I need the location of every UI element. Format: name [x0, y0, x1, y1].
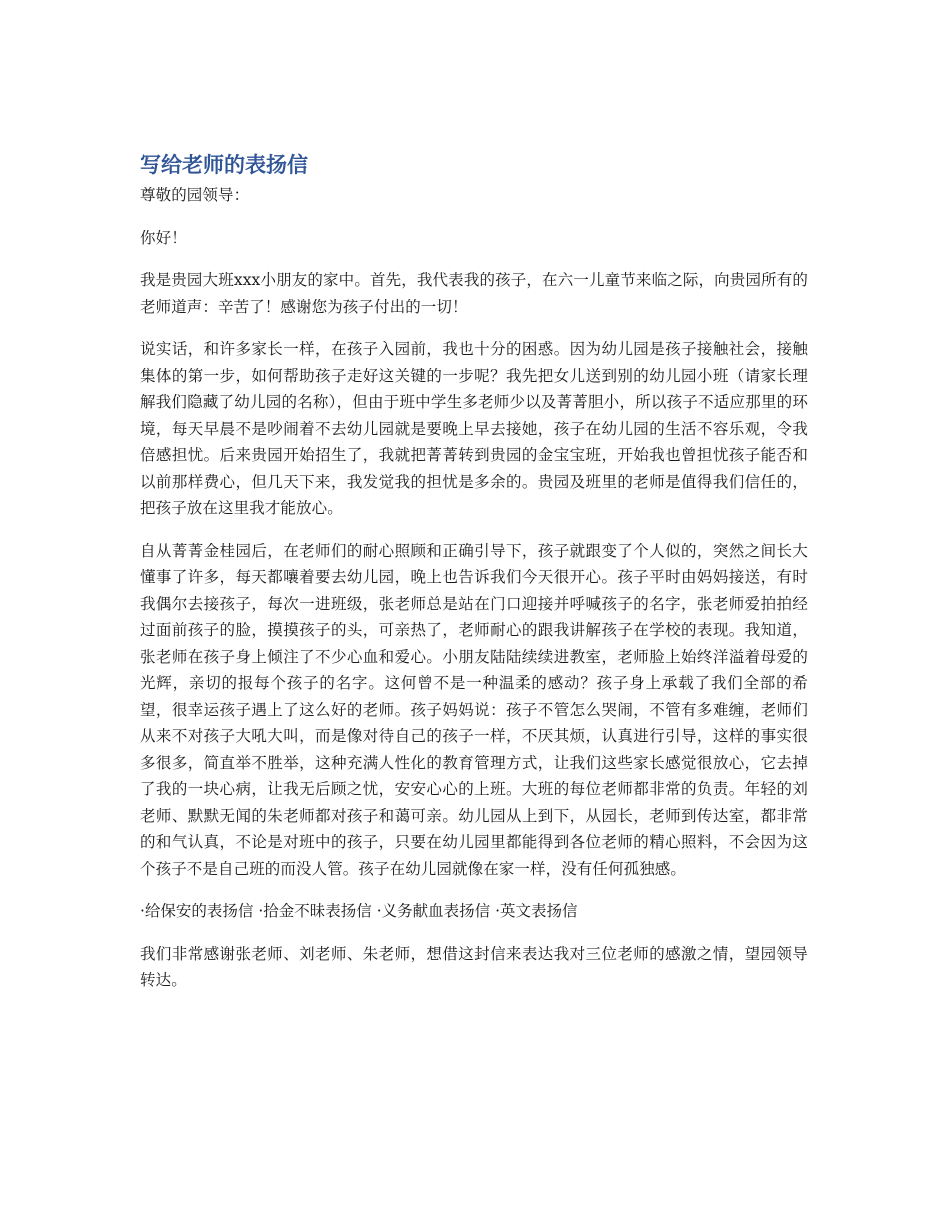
- document-title: 写给老师的表扬信: [140, 153, 308, 177]
- body-paragraph-1: 我是贵园大班xxx小朋友的家中。首先，我代表我的孩子，在六一儿童节来临之际，向贵园所有的老师道声：辛苦了！感谢您为孩子付出的一切！: [140, 271, 808, 316]
- related-links: [140, 898, 808, 925]
- closing-paragraph: 我们非常感谢张老师、刘老师、朱老师，想借这封信来表达我对三位老师的感激之情，望园领导转达。: [140, 944, 808, 989]
- body-paragraph-2: 说实话，和许多家长一样，在孩子入园前，我也十分的困惑。因为幼儿园是孩子接触社会，接触集体的第一步，如何帮助孩子走好这关键的一步呢？我先把女儿送到别的幼儿园小班（请家长理解我们隐藏了幼儿园的名称），但由于班中学生多老师少以及菁菁胆小，所以孩子不适应那里的环境，每天早晨不是吵闹着不去幼儿园就是要晚上早去接她，孩子在幼儿园的生活不容乐观，令我倍感担忧。后来贵园开始招生了，我就把菁菁转到贵园的金宝宝班，开始我也曾担忧孩子能否和以前那样费心，但几天下来，我发觉我的担忧是多余的。贵园及班里的老师是值得我们信任的，把孩子放在这里我才能放心。: [140, 340, 808, 517]
- related-link-english[interactable]: ·英文表扬信: [495, 902, 578, 920]
- related-link-security-guard[interactable]: ·给保安的表扬信: [140, 902, 254, 920]
- related-link-blood-donation[interactable]: ·义务献血表扬信: [376, 902, 491, 920]
- document-page: [140, 148, 808, 1010]
- related-link-honesty[interactable]: ·拾金不昧表扬信: [258, 902, 372, 920]
- body-paragraph-3: 自从菁菁金桂园后，在老师们的耐心照顾和正确引导下，孩子就跟变了个人似的，突然之间长大懂事了许多，每天都嚷着要去幼儿园，晚上也告诉我们今天很开心。孩子平时由妈妈接送，有时我偶尔去接孩子，每次一进班级，张老师总是站在门口迎接并呼喊孩子的名字，张老师爱拍拍经过面前孩子的脸，摸摸孩子的头，可亲热了，老师耐心的跟我讲解孩子在学校的表现。我知道，张老师在孩子身上倾注了不少心血和爱心。小朋友陆陆续续进教室，老师脸上始终洋溢着母爱的光辉，亲切的报每个孩子的名字。这何曾不是一种温柔的感动？孩子身上承载了我们全部的希望，很幸运孩子遇上了这么好的老师。孩子妈妈说：孩子不管怎么哭闹，不管有多难缠，老师们从来不对孩子大吼大叫，而是像对待自己的孩子一样，不厌其烦，认真进行引导，这样的事实很多很多，简直举不胜举，这种充满人性化的教育管理方式，让我们这些家长感觉很放心，它去掉了我的一块心病，让我无后顾之忧，安安心心的上班。大班的每位老师都非常的负责。年轻的刘老师、默默无闻的朱老师都对孩子和蔼可亲。幼儿园从上到下，从园长，老师到传达室，都非常的和气认真，不论是对班中的孩子，只要在幼儿园里都能得到各位老师的精心照料，不会因为这个孩子不是自己班的而没人管。孩子在幼儿园就像在家一样，没有任何孤独感。: [140, 541, 808, 878]
- salutation: 尊敬的园领导：: [140, 186, 250, 204]
- greeting: 你好！: [140, 228, 187, 247]
